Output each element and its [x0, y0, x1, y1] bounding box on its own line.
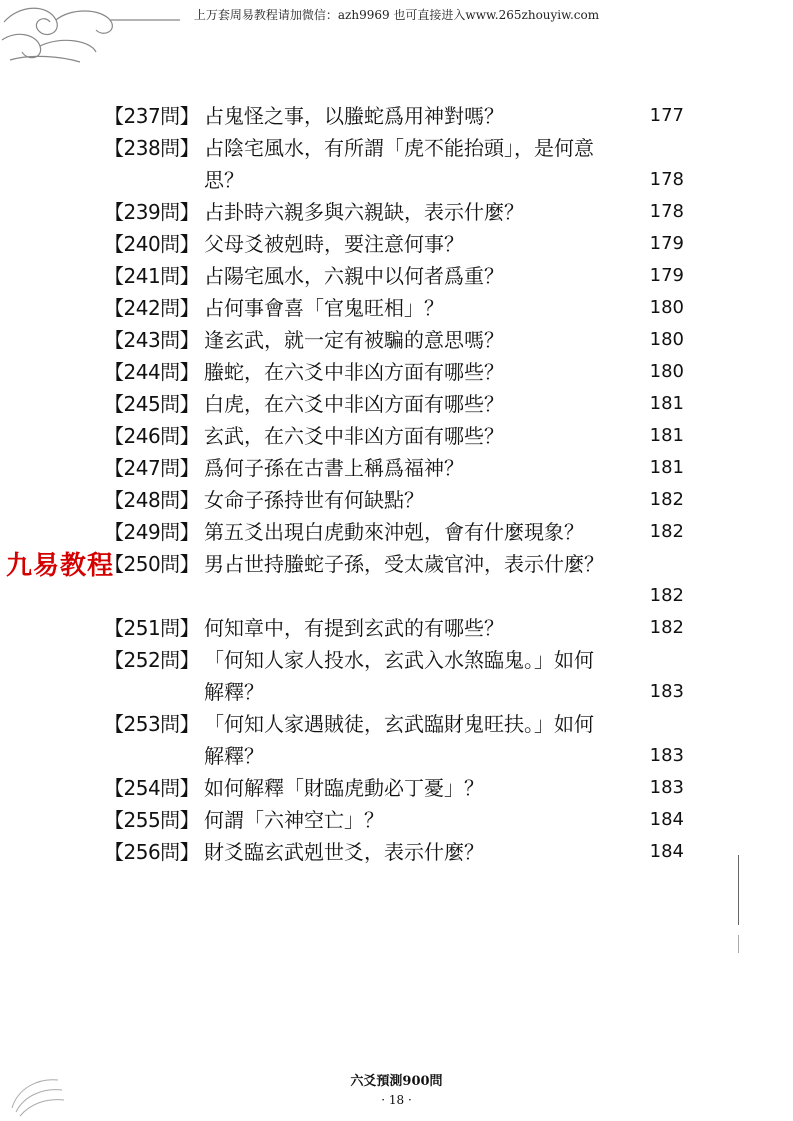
question-number: 【237問】: [104, 104, 200, 128]
page-ref: 180: [649, 329, 684, 350]
watermark: 九易教程: [6, 551, 115, 581]
question-text: 如何解釋「財臨虎動必丁憂」？: [204, 776, 484, 800]
toc-entry: [104, 228, 684, 260]
page-ref: 180: [649, 297, 684, 318]
toc-entry: [104, 836, 684, 868]
page-ref: 183: [649, 777, 684, 798]
entry-body: [204, 132, 684, 196]
question-number: 【240問】: [104, 232, 200, 256]
page-ref: 184: [649, 809, 684, 830]
page-ref: 181: [649, 457, 684, 478]
question-number: 【253問】: [104, 712, 200, 736]
page-number: · 18 ·: [381, 1093, 412, 1107]
toc-entry: [104, 196, 684, 228]
question-text: 第五爻出現白虎動來沖剋，會有什麼現象？: [204, 520, 584, 544]
entry-body: [204, 420, 684, 452]
question-text: 占陽宅風水，六親中以何者爲重？: [204, 264, 504, 288]
question-line: [204, 836, 684, 868]
page-ref: 179: [649, 265, 684, 286]
entry-body: [204, 836, 684, 868]
question-line: [204, 228, 684, 260]
table-of-contents: [104, 100, 684, 868]
toc-entry: [104, 548, 684, 612]
question-text-cont: 思？: [204, 168, 244, 192]
question-text: 何知章中，有提到玄武的有哪些？: [204, 616, 504, 640]
question-text: 螣蛇，在六爻中非凶方面有哪些？: [204, 360, 504, 384]
page-ref-line: [204, 580, 684, 612]
toc-entry: [104, 804, 684, 836]
entry-body: [204, 772, 684, 804]
page-ref: 182: [649, 489, 684, 510]
question-continuation: [204, 740, 684, 772]
question-number: 【239問】: [104, 200, 200, 224]
toc-entry: [104, 452, 684, 484]
entry-body: [204, 708, 684, 772]
question-number: 【242問】: [104, 296, 200, 320]
page-ref: 184: [649, 841, 684, 862]
question-number: 【247問】: [104, 456, 200, 480]
question-number: 【254問】: [104, 776, 200, 800]
question-line: [204, 644, 684, 676]
page-ref: 180: [649, 361, 684, 382]
book-title: 六爻預測900問: [350, 1074, 443, 1089]
page-ref: 183: [649, 681, 684, 702]
question-line: [204, 548, 684, 580]
entry-body: [204, 484, 684, 516]
question-line: [204, 452, 684, 484]
toc-entry: [104, 708, 684, 772]
entry-body: [204, 260, 684, 292]
question-line: [204, 260, 684, 292]
entry-body: [204, 612, 684, 644]
question-text-cont: 解釋？: [204, 680, 264, 704]
question-line: [204, 324, 684, 356]
toc-entry: [104, 420, 684, 452]
question-text: 占陰宅風水，有所謂「虎不能抬頭」，是何意: [204, 136, 594, 160]
question-line: [204, 612, 684, 644]
question-number: 【248問】: [104, 488, 200, 512]
question-continuation: [204, 676, 684, 708]
question-number: 【250問】: [104, 552, 200, 576]
toc-entry: [104, 644, 684, 708]
toc-entry: [104, 772, 684, 804]
entry-body: [204, 292, 684, 324]
question-line: [204, 772, 684, 804]
question-text: 占卦時六親多與六親缺，表示什麼？: [204, 200, 524, 224]
page-ref: 182: [649, 521, 684, 542]
question-text: 逢玄武，就一定有被騙的意思嗎？: [204, 328, 504, 352]
question-text: 男占世持螣蛇子孫，受太歲官沖，表示什麼？: [204, 552, 604, 576]
page-ref: 178: [649, 201, 684, 222]
question-number: 【252問】: [104, 648, 200, 672]
question-text: 白虎，在六爻中非凶方面有哪些？: [204, 392, 504, 416]
question-number: 【256問】: [104, 840, 200, 864]
page-ref: 177: [649, 105, 684, 126]
toc-entry: [104, 356, 684, 388]
page-ref: 179: [649, 233, 684, 254]
question-line: [204, 420, 684, 452]
question-text-cont: 解釋？: [204, 744, 264, 768]
question-number: 【238問】: [104, 136, 200, 160]
toc-entry: [104, 260, 684, 292]
header-note: 上万套周易教程请加微信：azh9969 也可直接进入www.265zhouyiw.com: [193, 8, 600, 22]
question-line: [204, 100, 684, 132]
question-number: 【251問】: [104, 616, 200, 640]
question-number: 【255問】: [104, 808, 200, 832]
question-text: 玄武，在六爻中非凶方面有哪些？: [204, 424, 504, 448]
entry-body: [204, 644, 684, 708]
page-ref: 181: [649, 425, 684, 446]
entry-body: [204, 548, 684, 612]
question-line: [204, 804, 684, 836]
question-text: 父母爻被剋時，要注意何事？: [204, 232, 464, 256]
toc-entry: [104, 516, 684, 548]
entry-body: [204, 452, 684, 484]
question-number: 【245問】: [104, 392, 200, 416]
question-line: [204, 388, 684, 420]
margin-line: [738, 935, 739, 953]
page-ref: 181: [649, 393, 684, 414]
toc-entry: [104, 484, 684, 516]
toc-entry: [104, 612, 684, 644]
question-number: 【246問】: [104, 424, 200, 448]
entry-body: [204, 100, 684, 132]
question-number: 【249問】: [104, 520, 200, 544]
toc-entry: [104, 292, 684, 324]
question-line: [204, 196, 684, 228]
question-text: 女命子孫持世有何缺點？: [204, 488, 424, 512]
entry-body: [204, 516, 684, 548]
page-ref: 182: [649, 585, 684, 606]
entry-body: [204, 324, 684, 356]
question-number: 【241問】: [104, 264, 200, 288]
question-text: 財爻臨玄武剋世爻，表示什麼？: [204, 840, 484, 864]
margin-line: [738, 855, 739, 925]
entry-body: [204, 356, 684, 388]
question-number: 【243問】: [104, 328, 200, 352]
toc-entry: [104, 100, 684, 132]
question-text: 「何知人家遇賊徒，玄武臨財鬼旺扶。」如何: [204, 712, 594, 736]
question-text: 何謂「六神空亡」？: [204, 808, 384, 832]
question-text: 占鬼怪之事，以螣蛇爲用神對嗎？: [204, 104, 504, 128]
question-line: [204, 484, 684, 516]
toc-entry: [104, 132, 684, 196]
question-line: [204, 708, 684, 740]
question-text: 占何事會喜「官鬼旺相」？: [204, 296, 444, 320]
toc-entry: [104, 388, 684, 420]
entry-body: [204, 228, 684, 260]
question-number: 【244問】: [104, 360, 200, 384]
entry-body: [204, 196, 684, 228]
question-line: [204, 292, 684, 324]
page-ref: 178: [649, 169, 684, 190]
question-line: [204, 132, 684, 164]
page-ref: 183: [649, 745, 684, 766]
question-text: 「何知人家人投水，玄武入水煞臨鬼。」如何: [204, 648, 594, 672]
question-text: 爲何子孫在古書上稱爲福神？: [204, 456, 464, 480]
question-line: [204, 356, 684, 388]
question-continuation: [204, 164, 684, 196]
page-ref: 182: [649, 617, 684, 638]
entry-body: [204, 388, 684, 420]
toc-entry: [104, 324, 684, 356]
question-line: [204, 516, 684, 548]
entry-body: [204, 804, 684, 836]
